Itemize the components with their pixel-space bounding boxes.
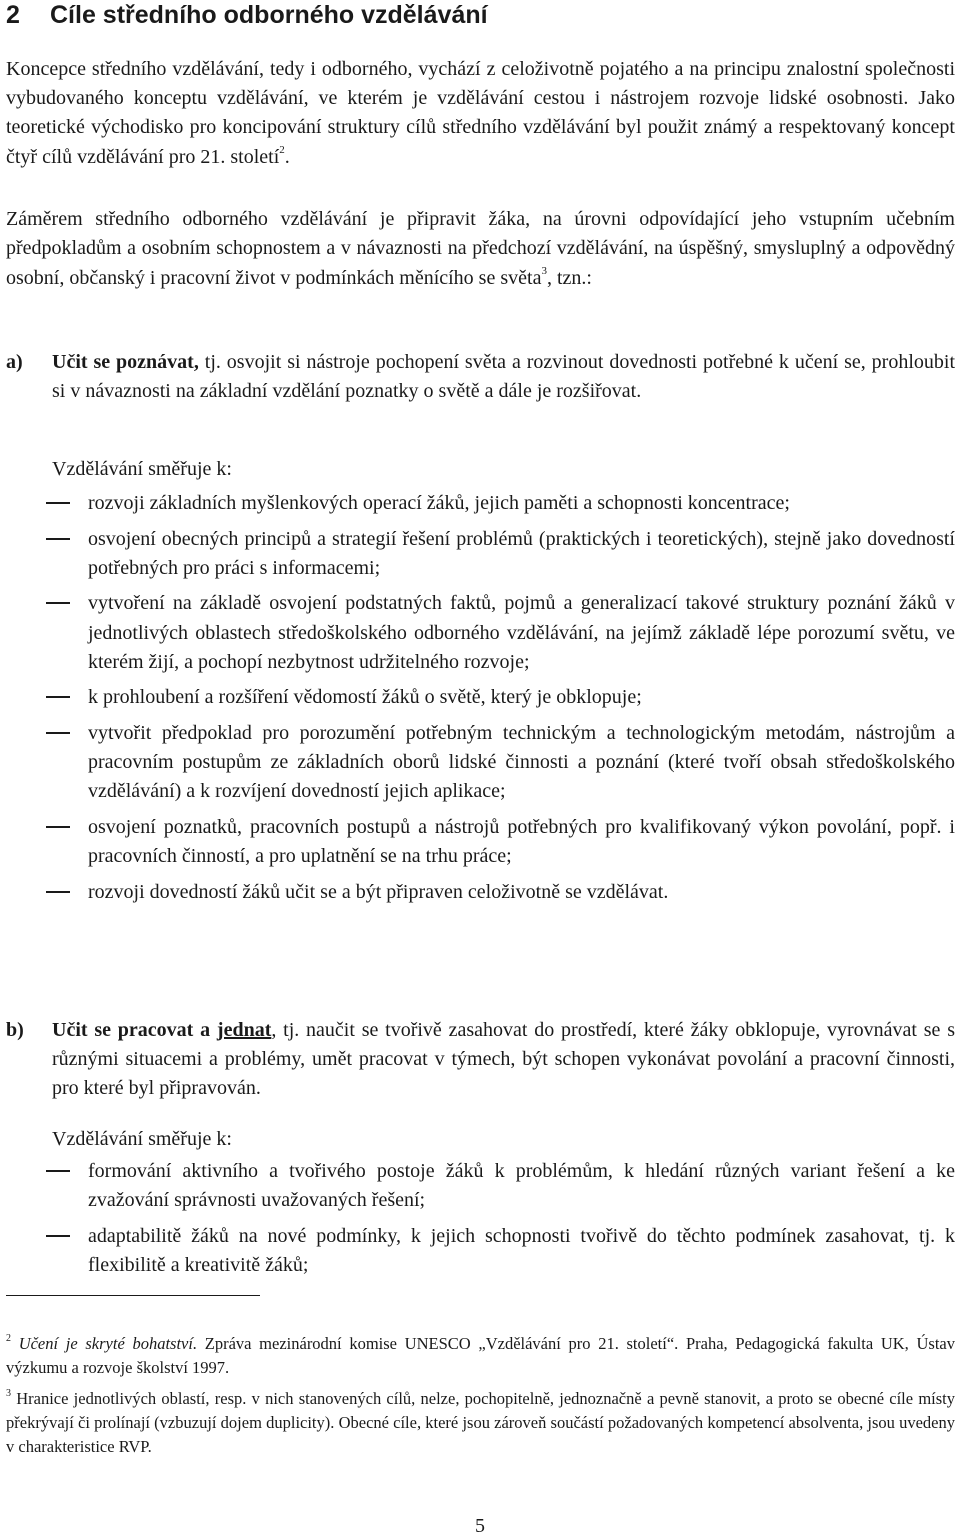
aim-label-b: Vzdělávání směřuje k: [52,1128,232,1150]
bullet-text: adaptabilitě žáků na nové podmínky, k jejich schopnosti tvořivě do těchto podmínek zasahovat, tj. k flexibilitě a kreativitě žáků; [88,1224,955,1276]
item-lead: Učit se pracovat a [52,1019,217,1041]
aim-paragraph [6,205,955,293]
item-lead: Učit se poznávat, [52,351,199,373]
dash-icon [46,1235,70,1237]
list-item [6,589,955,676]
bullet-text: formování aktivního a tvořivého postoje žáků k problémům, k hledání různých variant řešení a ke zvažování správnosti uvažovaných řešení; [88,1160,955,1212]
list-item [6,878,955,907]
footnote-ref-3[interactable]: 3 [541,265,547,278]
dash-icon [46,891,70,893]
list-item-a [6,348,955,406]
intro-text-end: . [284,145,290,168]
list-item [6,683,955,712]
dash-icon [46,696,70,698]
bullet-text: osvojení poznatků, pracovních postupů a nástrojů potřebných pro kvalifikovaný výkon povolání, popř. i pracovních činností, a pro uplatnění se na trhu práce; [88,815,955,867]
aim-text: Záměrem středního odborného vzdělávání je připravit žáka, na úrovni odpovídající jeho vstupním učebním předpokladům a osobním schopnostem a v návaznosti na předchozí vzdělávání, na úspěšný, smysluplný a odpovědný osobní, občanský i pracovní život v podmínkách měnícího se světa [6,208,955,289]
list-item [6,489,955,518]
footnote-3 [6,1387,955,1459]
item-text: tj. naučit se tvořivě zasahovat do prostředí, které žáky obklopuje, vyrovnávat se s různými situacemi a problémy, umět pracovat v týmech, být schopen vykonávat povolání a pracovní činnosti, pro které byl připravován. [52,1019,955,1100]
dash-icon [46,1170,70,1172]
list-item [6,1157,955,1215]
dash-icon [46,732,70,734]
bullet-text: osvojení obecných principů a strategií řešení problémů (praktických i teoretických), stejně jako dovedností potřebných pro práci s informacemi; [88,527,955,579]
bullet-list-a [6,489,955,913]
footnote-number: 3 [6,1387,11,1399]
section-heading [6,0,488,30]
list-item [6,813,955,871]
footnote-divider [6,1295,260,1296]
section-title: Cíle středního odborného vzdělávání [50,1,488,29]
bullet-text: rozvoji dovedností žáků učit se a být připraven celoživotně se vzdělávat. [88,880,669,903]
list-item [6,525,955,583]
aim-label-a: Vzdělávání směřuje k: [52,458,232,480]
dash-icon [46,602,70,604]
list-item [6,1222,955,1280]
intro-paragraph [6,55,955,172]
bullet-text: vytvoření na základě osvojení podstatných faktů, pojmů a generalizací takové struktury poznání žáků v jednotlivých oblastech středoškolského odborného vzdělávání, na jejímž základě lépe porozumí světu, ve kterém žijí, a pochopí nezbytnost udržitelného rozvoje; [88,592,955,673]
bullet-text: k prohloubení a rozšíření vědomostí žáků o světě, který je obklopuje; [88,686,642,709]
bullet-list-b [6,1157,955,1287]
item-marker: a) [6,351,23,373]
footnote-text: Zpráva mezinárodní komise UNESCO „Vzdělávání pro 21. století“. Praha, Pedagogická fakulta UK, Ústav výzkumu a rozvoje školství 1997. [6,1334,955,1377]
list-item [6,719,955,806]
dash-icon [46,502,70,504]
footnote-2 [6,1332,955,1380]
aim-text-end: , tzn.: [546,266,592,289]
item-marker: b) [6,1019,24,1041]
dash-icon [46,826,70,828]
footnote-title: Učení je skryté bohatství. [18,1334,198,1353]
bullet-text: rozvoji základních myšlenkových operací žáků, jejich paměti a schopnosti koncentrace; [88,492,790,514]
footnote-text: Hranice jednotlivých oblastí, resp. v nich stanovených cílů, nelze, pochopitelně, jednoznačně a pevně stanovit, a proto se obecné cíle místy překrývají či prolínají (vzbuzují dojem duplicity). Obecné cíle, které jsou zároveň součástí požadovaných kompetencí absolventa, jsou uvedeny v charakteristice RVP. [6,1389,955,1456]
footnote-ref-2[interactable]: 2 [279,143,285,156]
list-item-b [6,1016,955,1104]
item-lead-underlined: jednat [216,1019,272,1041]
dash-icon [46,538,70,540]
page-number: 5 [475,1515,485,1537]
section-number: 2 [6,1,20,29]
item-lead-comma: , [271,1019,277,1041]
footnote-number: 2 [6,1332,11,1344]
intro-text: Koncepce středního vzdělávání, tedy i odborného, vychází z celoživotně pojatého a na principu znalostní společnosti vybudovaného konceptu vzdělávání, ve kterém je vzdělávání cestou i nástrojem rozvoje lidské osobnosti. Jako teoretické východisko pro koncipování struktury cílů středního vzdělávání byl použit známý a respektovaný koncept čtyř cílů vzdělávání pro 21. století [6,58,955,168]
item-text: tj. osvojit si nástroje pochopení světa a rozvinout dovednosti potřebné k učení se, prohloubit si v návaznosti na základní vzdělání poznatky o světě a dále je rozšiřovat. [52,351,955,403]
bullet-text: vytvořit předpoklad pro porozumění potřebným technickým a technologickým metodám, nástrojům a pracovním postupům ze základních oborů lidské činnosti a poznání (které tvoří obsah středoškolského vzdělávání) a k rozvíjení dovedností jejich aplikace; [88,722,955,803]
